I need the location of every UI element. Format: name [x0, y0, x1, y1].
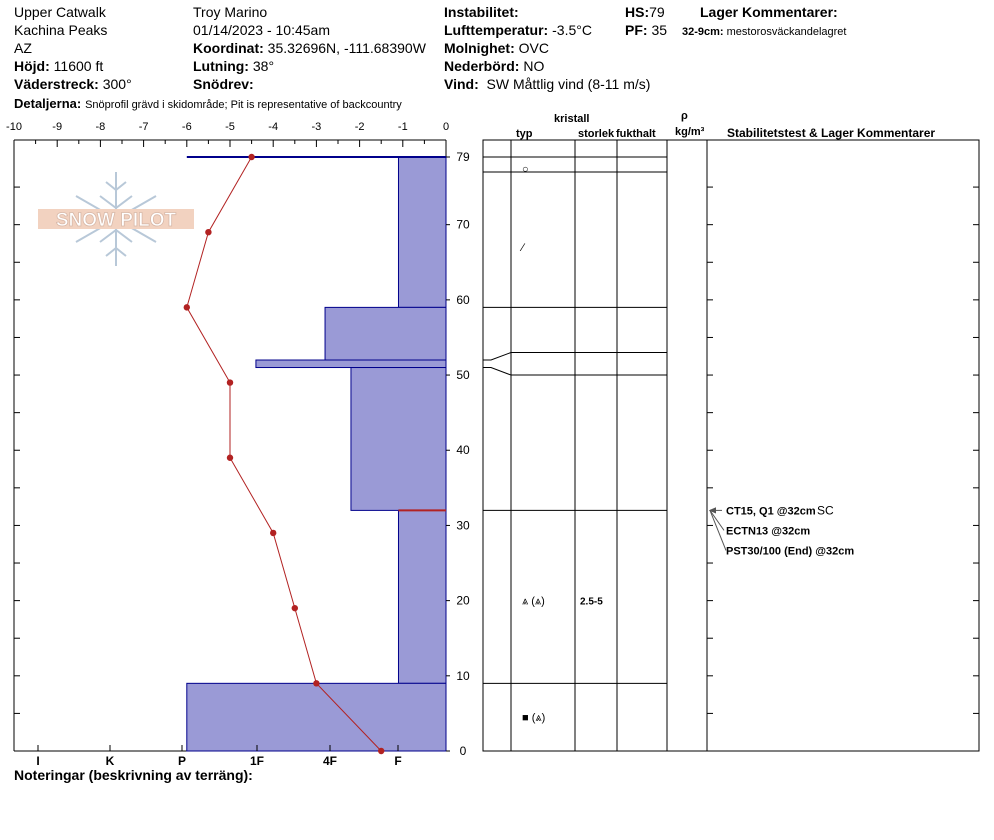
hardness-tick-label: F: [394, 754, 402, 768]
elevation-label: Höjd:: [14, 58, 50, 74]
layer-comment-text: mestorosväckandelagret: [726, 26, 847, 38]
coord-label: Koordinat:: [193, 40, 264, 56]
hs-label: HS:: [625, 4, 650, 20]
location: Upper Catwalk: [14, 4, 106, 20]
layer-connector: [483, 352, 511, 360]
temperature-point: [270, 530, 276, 536]
details-label: Detaljerna:: [14, 96, 82, 111]
hardness-bar: [351, 368, 446, 511]
layer-comment-range: 32-9cm:: [682, 26, 724, 38]
temperature-point: [227, 379, 233, 385]
hardness-tick-label: P: [177, 754, 187, 768]
snowpilot-watermark: [38, 172, 194, 266]
layer-connector: [483, 368, 511, 376]
watermark-text: SNOW PILOT: [55, 210, 177, 231]
precip-value: NO: [523, 58, 545, 74]
pf-label: PF:: [625, 22, 648, 38]
wind-value: SW Måttlig vind (8-11 m/s): [486, 76, 651, 92]
temperature-point: [292, 605, 298, 611]
col-rho: ρ: [681, 110, 688, 122]
aspect-label: Väderstreck:: [14, 76, 99, 92]
col-typ: typ: [516, 128, 533, 140]
hardness-bar: [398, 510, 446, 683]
wind-label: Vind:: [444, 76, 479, 92]
grain-size: 2.5-5: [580, 596, 603, 608]
hs-value: 79: [649, 4, 665, 20]
col-kristall: kristall: [554, 113, 590, 125]
hardness-tick-label: I: [36, 754, 40, 768]
col-fukthalt: fukthalt: [616, 128, 656, 140]
height-tick-label: 0: [459, 744, 467, 758]
notes-label: Noteringar (beskrivning av terräng):: [14, 767, 253, 783]
pf-value: 35: [651, 22, 668, 38]
temp-tick-label: -9: [52, 121, 63, 133]
col-stability: Stabilitetstest & Lager Kommentarer: [727, 126, 936, 140]
temperature-point: [378, 748, 384, 754]
col-storlek: storlek: [578, 128, 615, 140]
temp-tick-label: -1: [397, 121, 408, 133]
temp-tick-label: -4: [268, 121, 279, 133]
hardness-bar: [256, 360, 446, 368]
height-tick-label: 10: [456, 668, 470, 683]
temp-tick-label: -5: [225, 121, 235, 133]
hardness-bar: [187, 683, 446, 751]
grain-type-symbol: ■ (⩓): [522, 712, 546, 725]
sky-value: OVC: [518, 40, 549, 56]
height-tick-label: 20: [456, 593, 470, 608]
state: AZ: [14, 40, 32, 56]
grain-type-symbol: ∕: [522, 242, 524, 255]
stability-test-label: ECTN13 @32cm: [726, 525, 811, 538]
observer: Troy Marino: [193, 4, 268, 20]
drift-label: Snödrev:: [193, 76, 254, 92]
height-tick-label: 70: [456, 217, 470, 232]
details-text: Snöprofil grävd i skidområde; Pit is representative of backcountry: [85, 99, 402, 111]
temp-tick-label: 0: [442, 121, 450, 133]
instability-label: Instabilitet:: [444, 4, 519, 20]
hardness-bar: [398, 157, 446, 307]
hardness-tick-label: 1F: [249, 754, 265, 768]
slope-label: Lutning:: [193, 58, 249, 74]
temp-tick-label: -8: [95, 121, 106, 133]
airtemp-label: Lufttemperatur:: [444, 22, 549, 38]
temp-tick-label: -2: [354, 121, 365, 133]
elevation-value: 11600 ft: [53, 58, 104, 74]
hardness-tick-label: K: [105, 754, 115, 768]
coord-value: 35.32696N, -111.68390W: [267, 40, 426, 56]
stability-test-label: PST30/100 (End) @32cm: [726, 545, 855, 558]
hardness-bar: [325, 307, 446, 360]
temp-tick-label: -7: [138, 121, 149, 133]
temperature-point: [205, 229, 211, 235]
temperature-point: [184, 304, 190, 310]
temp-tick-label: -10: [6, 121, 22, 133]
hardness-tick-label: 4F: [322, 754, 338, 768]
layer-comments-title: Lager Kommentarer:: [700, 4, 838, 20]
temperature-point: [227, 455, 233, 461]
height-tick-label: 60: [456, 292, 470, 307]
col-density-unit: kg/m³: [675, 126, 705, 138]
sky-label: Molnighet:: [444, 40, 515, 56]
airtemp-value: -3.5°C: [552, 22, 592, 38]
height-tick-label: 79: [456, 150, 470, 164]
temp-tick-label: -3: [311, 121, 322, 133]
stability-test-label: CT15, Q1 @32cm: [726, 505, 816, 518]
height-tick-label: 40: [456, 443, 470, 458]
arrow-head-icon: [709, 507, 716, 513]
stability-test-extra: SC: [817, 503, 834, 518]
precip-label: Nederbörd:: [444, 58, 520, 74]
temperature-point: [313, 680, 319, 686]
grain-type-symbol: ⩓ (⩓): [522, 595, 545, 608]
aspect-value: 300°: [102, 76, 132, 92]
temperature-point: [248, 154, 254, 160]
slope-value: 38°: [252, 58, 275, 74]
datetime: 01/14/2023 - 10:45am: [193, 22, 330, 38]
temp-tick-label: -6: [181, 121, 192, 133]
height-tick-label: 50: [456, 368, 470, 383]
grain-type-symbol: ○: [522, 163, 529, 176]
layer-table-frame: [483, 140, 979, 751]
height-tick-label: 30: [456, 518, 470, 533]
range: Kachina Peaks: [14, 22, 108, 38]
